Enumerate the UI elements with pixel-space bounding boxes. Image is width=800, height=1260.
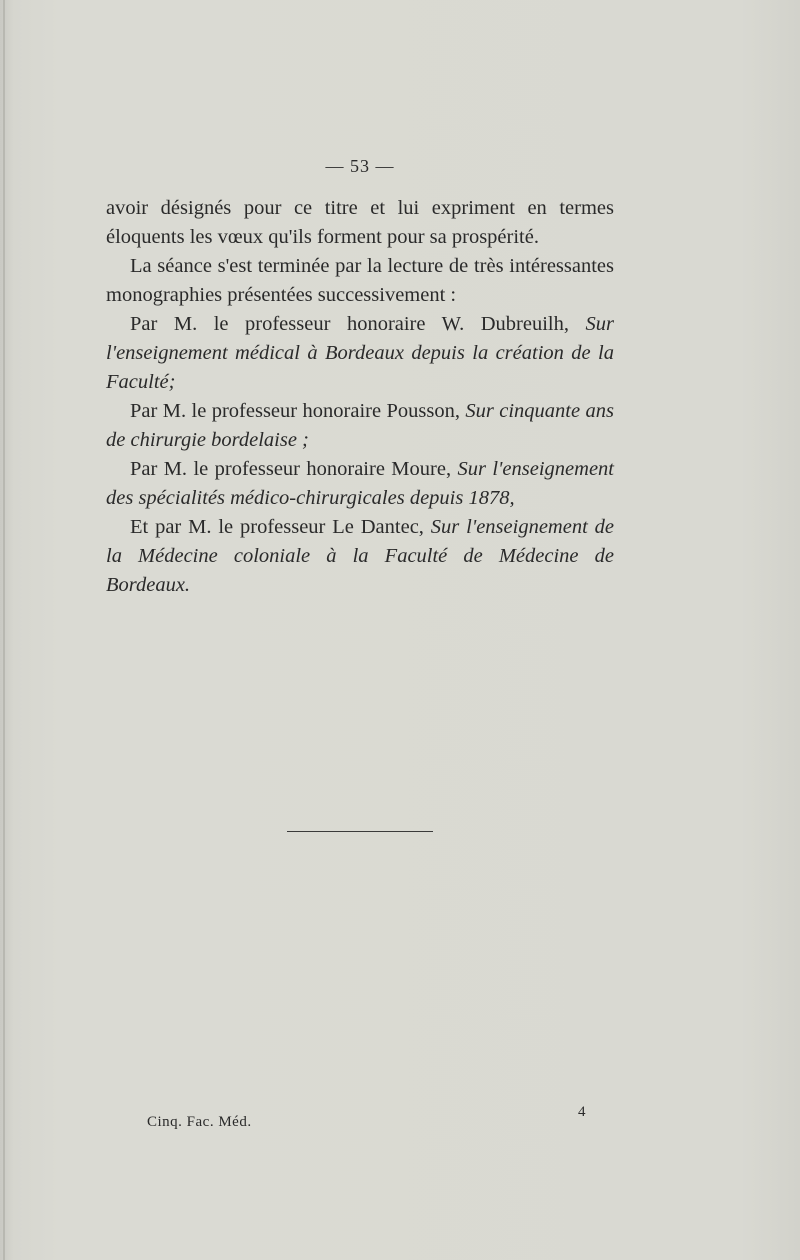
signature-mark: Cinq. Fac. Méd. bbox=[147, 1114, 252, 1130]
page-edge-line bbox=[3, 0, 5, 1260]
item-title: Sur l'enseignement médical à Bordeaux depuis la création de la Faculté; bbox=[106, 313, 614, 393]
item-lead: Et par M. le professeur Le Dantec, bbox=[130, 516, 431, 538]
page-number: — 53 — bbox=[325, 156, 395, 176]
item-lead: Par M. le professeur honoraire Pousson, bbox=[130, 400, 466, 422]
section-divider bbox=[287, 831, 433, 832]
list-item-dubreuilh bbox=[106, 310, 614, 397]
paragraph-seance: La séance s'est terminée par la lecture de très intéressantes monographies présentées successivement : bbox=[106, 255, 614, 306]
paragraph-continuation: avoir désignés pour ce titre et lui expriment en termes éloquents les vœux qu'ils forment pour sa prospérité. bbox=[106, 197, 614, 248]
item-title: Sur l'enseignement de la Médecine coloniale à la Faculté de Médecine de Bordeaux. bbox=[106, 516, 614, 596]
body-text bbox=[106, 194, 614, 600]
list-item-pousson bbox=[106, 397, 614, 455]
sheet-number: 4 bbox=[578, 1104, 586, 1120]
item-title: Sur l'enseignement des spécialités médico-chirurgicales depuis 1878, bbox=[106, 458, 614, 509]
item-title: Sur cinquante ans de chirurgie bordelaise ; bbox=[106, 400, 614, 451]
list-item-le-dantec bbox=[106, 513, 614, 600]
item-lead: Par M. le professeur honoraire W. Dubreuilh, bbox=[130, 313, 586, 335]
list-item-moure bbox=[106, 455, 614, 513]
item-lead: Par M. le professeur honoraire Moure, bbox=[130, 458, 458, 480]
